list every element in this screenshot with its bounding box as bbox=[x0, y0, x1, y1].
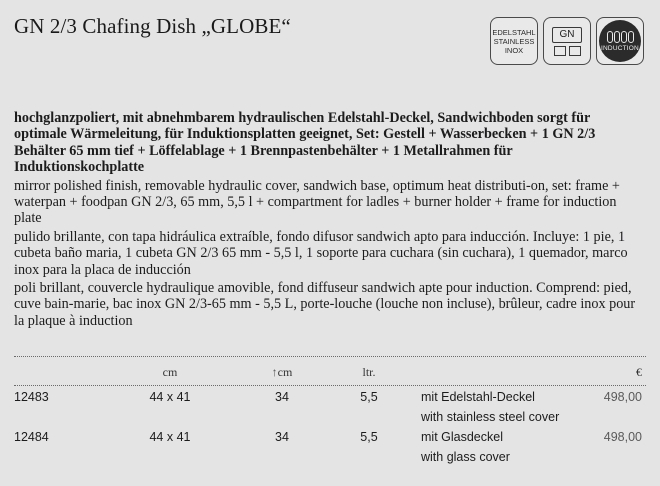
price-cell: 498,00 bbox=[603, 430, 642, 444]
stainless-steel-badge-text bbox=[492, 28, 535, 55]
gn-label: GN bbox=[552, 27, 582, 43]
header-height bbox=[250, 365, 314, 380]
table-row bbox=[14, 426, 646, 446]
header-liters: ltr. bbox=[362, 365, 376, 379]
article-number: 12484 bbox=[14, 430, 49, 444]
page-title: GN 2/3 Chafing Dish „GLOBE“ bbox=[14, 14, 291, 38]
description-german: hochglanzpoliert, mit abnehmbarem hydraulischen Edelstahl-Deckel, Sandwichboden sorgt für optimale Wärmeleitung, für Induktionsplatten geeignet, Set: Gestell + Wasserbecken + 1 GN 2/3 Behälter 65 mm tief + Löffelablage + 1 Brennpastenbehälter + 1 Metallrahmen für Induktionskochplatte bbox=[14, 110, 596, 176]
size-cell: 44 x 41 bbox=[149, 430, 191, 444]
price-cell: 498,00 bbox=[603, 390, 642, 404]
liters-cell: 5,5 bbox=[360, 390, 378, 404]
header-currency: € bbox=[636, 365, 642, 379]
product-description bbox=[14, 110, 646, 331]
badge-steel-line3: INOX bbox=[504, 45, 524, 55]
stainless-steel-badge bbox=[490, 17, 538, 65]
induction-icon bbox=[599, 20, 641, 62]
header-height-unit: cm bbox=[277, 365, 293, 379]
gastronorm-badge bbox=[543, 17, 591, 65]
article-number: 12483 bbox=[14, 390, 49, 404]
induction-coil-icon bbox=[607, 31, 634, 43]
height-cell: 34 bbox=[275, 430, 289, 444]
description-spanish: pulido brillante, con tapa hidráulica extraíble, fondo difusor sandwich apto para inducción. Incluye: 1 pie, 1 cubeta baño maria, 1 cubeta GN 2/3 65 mm - 5,5 l, 1 soporte para cuchara (sin cuchara), 1 quemador, marco inox para la placa de inducción bbox=[14, 228, 628, 278]
lid-en-cell: with glass cover bbox=[421, 450, 510, 464]
description-english: mirror polished finish, removable hydraulic cover, sandwich base, optimum heat distributi-on, set: frame + waterpan + foodpan GN 2/3, 65 mm, 5,5 l + compartment for ladles + burner holder + frame for induction plate bbox=[14, 177, 620, 227]
table-header bbox=[14, 357, 646, 385]
feature-badges bbox=[490, 17, 644, 65]
description-french: poli brillant, couvercle hydraulique amovible, fond diffuseur sandwich apte pour induction. Comprend: pied, cuve bain-marie, bac inox GN 2/3-65 mm - 5,5 L, porte-louche (louche non incluse), brûleur, cadre inox pour la plaque à induction bbox=[14, 280, 636, 329]
lid-de-cell: mit Edelstahl-Deckel bbox=[421, 390, 535, 404]
liters-cell: 5,5 bbox=[360, 430, 378, 444]
height-arrow-icon: ↑ bbox=[271, 365, 278, 379]
header-cm: cm bbox=[162, 365, 178, 379]
induction-label: INDUCTION bbox=[601, 44, 639, 52]
badge-steel-line1: EDELSTAHL bbox=[492, 27, 536, 37]
size-cell: 44 x 41 bbox=[149, 390, 191, 404]
badge-steel-line2: STAINLESS bbox=[493, 36, 535, 46]
table-row bbox=[14, 386, 646, 406]
table-row-subline bbox=[14, 446, 646, 466]
gn-containers-icon bbox=[554, 46, 581, 56]
gastronorm-icon bbox=[552, 27, 582, 56]
lid-en-cell: with stainless steel cover bbox=[421, 410, 560, 424]
induction-badge bbox=[596, 17, 644, 65]
lid-de-cell: mit Glasdeckel bbox=[421, 430, 503, 444]
table-row-subline bbox=[14, 406, 646, 426]
product-table bbox=[14, 356, 646, 466]
height-cell: 34 bbox=[275, 390, 289, 404]
